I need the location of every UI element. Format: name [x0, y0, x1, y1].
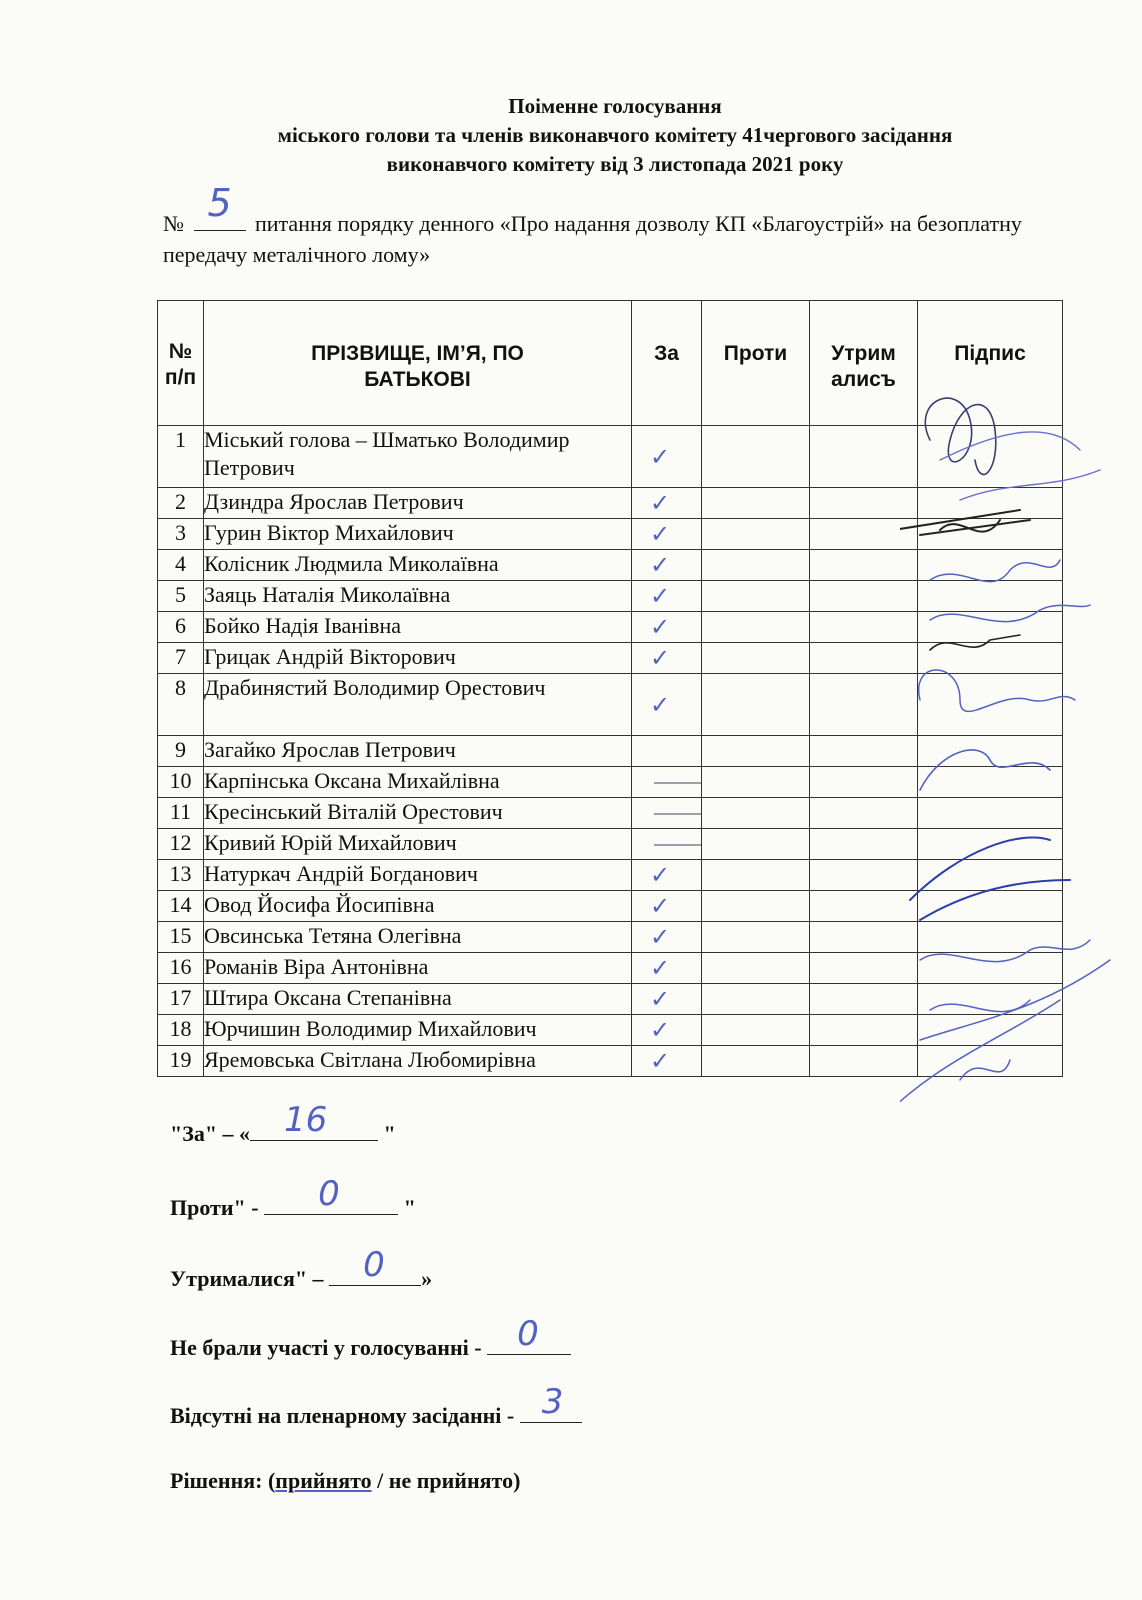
- row-signature: [918, 643, 1063, 674]
- row-vote-against: [702, 860, 810, 891]
- check-mark-icon: ✓: [650, 1016, 671, 1044]
- summary-abstained-blank: [329, 1245, 421, 1286]
- row-vote-for: [632, 1015, 702, 1046]
- row-name: Загайко Ярослав Петрович: [204, 736, 632, 767]
- agenda-number-sign: №: [163, 211, 184, 236]
- row-signature: [918, 767, 1063, 798]
- summary-against-blank: [264, 1174, 398, 1215]
- check-mark-icon: ✓: [650, 489, 671, 517]
- row-vote-for: [632, 798, 702, 829]
- row-signature: [918, 922, 1063, 953]
- row-vote-against: [702, 891, 810, 922]
- row-vote-abstained: [810, 1015, 918, 1046]
- row-name: Овод Йосифа Йосипівна: [204, 891, 632, 922]
- row-vote-abstained: [810, 953, 918, 984]
- row-number: 16: [158, 953, 204, 984]
- row-vote-abstained: [810, 519, 918, 550]
- summary-not-participated-value: 0: [517, 1314, 539, 1354]
- row-vote-for: [632, 581, 702, 612]
- table-row: [158, 829, 1063, 860]
- table-row: [158, 488, 1063, 519]
- row-vote-for: [632, 860, 702, 891]
- summary-for-blank: [250, 1100, 378, 1141]
- row-vote-against: [702, 550, 810, 581]
- header-for: За: [632, 301, 702, 426]
- row-vote-against: [702, 612, 810, 643]
- row-number: 9: [158, 736, 204, 767]
- row-name: Бойко Надія Іванівна: [204, 612, 632, 643]
- row-number: 11: [158, 798, 204, 829]
- row-name: Заяць Наталія Миколаївна: [204, 581, 632, 612]
- row-vote-against: [702, 1046, 810, 1077]
- title-line-2: міського голови та членів виконавчого комітету 41чергового засідання: [277, 123, 953, 147]
- check-mark-icon: ✓: [650, 892, 671, 920]
- row-name: Кривий Юрій Михайлович: [204, 829, 632, 860]
- row-number: 3: [158, 519, 204, 550]
- agenda-item: [163, 181, 1093, 270]
- row-signature: [918, 519, 1063, 550]
- row-vote-abstained: [810, 550, 918, 581]
- row-signature: [918, 829, 1063, 860]
- summary-abstained-value: 0: [363, 1245, 385, 1285]
- row-number: 6: [158, 612, 204, 643]
- summary-for-value: 16: [284, 1100, 328, 1140]
- table-row: [158, 891, 1063, 922]
- summary-for: [170, 1100, 396, 1147]
- row-name: Міський голова – Шматько Володимир Петрович: [204, 426, 632, 488]
- row-number: 15: [158, 922, 204, 953]
- summary-abstained-label: Утрималися" –: [170, 1266, 330, 1291]
- header-name: ПРІЗВИЩЕ, ІМ’Я, ПО БАТЬКОВІ: [204, 301, 632, 426]
- row-number: 2: [158, 488, 204, 519]
- decision-rest: / не прийнято): [371, 1468, 521, 1493]
- check-mark-icon: ✓: [650, 1047, 671, 1075]
- document-title: [120, 92, 1110, 179]
- row-vote-against: [702, 922, 810, 953]
- decision-label: Рішення: (: [170, 1468, 276, 1493]
- summary-against: [170, 1174, 416, 1221]
- row-vote-against: [702, 767, 810, 798]
- row-vote-for: [632, 612, 702, 643]
- table-header-row: [158, 301, 1063, 426]
- row-vote-for: [632, 519, 702, 550]
- row-name: Юрчишин Володимир Михайлович: [204, 1015, 632, 1046]
- check-mark-icon: ✓: [650, 582, 671, 610]
- row-signature: [918, 488, 1063, 519]
- row-name: Яремовська Світлана Любомирівна: [204, 1046, 632, 1077]
- row-vote-abstained: [810, 767, 918, 798]
- table-row: [158, 953, 1063, 984]
- summary-against-end: ": [398, 1195, 416, 1220]
- row-vote-against: [702, 1015, 810, 1046]
- row-vote-abstained: [810, 1046, 918, 1077]
- agenda-text: питання порядку денного «Про надання дозволу КП «Благоустрій» на безоплатну передачу металічного лому»: [163, 211, 1022, 267]
- row-number: 13: [158, 860, 204, 891]
- table-row: [158, 674, 1063, 736]
- row-vote-for: [632, 767, 702, 798]
- summary-absent-blank: [520, 1382, 582, 1423]
- row-name: Гурин Віктор Михайлович: [204, 519, 632, 550]
- row-vote-abstained: [810, 581, 918, 612]
- table-row: [158, 612, 1063, 643]
- summary-absent: [170, 1382, 582, 1429]
- row-vote-against: [702, 519, 810, 550]
- summary-for-end: ": [378, 1121, 396, 1146]
- row-vote-for: [632, 643, 702, 674]
- row-vote-for: [632, 984, 702, 1015]
- row-signature: [918, 860, 1063, 891]
- check-mark-icon: ✓: [650, 954, 671, 982]
- row-number: 14: [158, 891, 204, 922]
- check-mark-icon: ✓: [650, 690, 671, 719]
- row-number: 5: [158, 581, 204, 612]
- row-name: Грицак Андрій Вікторович: [204, 643, 632, 674]
- check-mark-icon: ✓: [650, 442, 671, 471]
- row-vote-for: [632, 488, 702, 519]
- header-against: Проти: [702, 301, 810, 426]
- summary-for-label: "За" – «: [170, 1121, 251, 1146]
- row-number: 19: [158, 1046, 204, 1077]
- row-signature: [918, 984, 1063, 1015]
- summary-against-label: Проти" -: [170, 1195, 265, 1220]
- row-signature: [918, 674, 1063, 736]
- dash-mark: [654, 782, 702, 784]
- table-row: [158, 519, 1063, 550]
- table-row: [158, 550, 1063, 581]
- row-signature: [918, 612, 1063, 643]
- row-vote-for: [632, 922, 702, 953]
- title-line-3: виконавчого комітету від 3 листопада 2021 року: [386, 152, 844, 176]
- row-number: 4: [158, 550, 204, 581]
- row-signature: [918, 953, 1063, 984]
- row-name: Романів Віра Антонівна: [204, 953, 632, 984]
- table-row: [158, 581, 1063, 612]
- summary-abstained: [170, 1245, 433, 1292]
- summary-not-participated-label: Не брали участі у голосуванні -: [170, 1335, 488, 1360]
- row-signature: [918, 798, 1063, 829]
- row-vote-abstained: [810, 736, 918, 767]
- row-name: Драбинястий Володимир Орестович: [204, 674, 632, 736]
- table-row: [158, 767, 1063, 798]
- row-number: 8: [158, 674, 204, 736]
- summary-absent-label: Відсутні на пленарному засіданні -: [170, 1403, 520, 1428]
- row-number: 17: [158, 984, 204, 1015]
- agenda-number-blank: [194, 181, 246, 231]
- row-name: Кресінський Віталій Орестович: [204, 798, 632, 829]
- summary-absent-value: 3: [541, 1382, 564, 1422]
- row-name: Овсинська Тетяна Олегівна: [204, 922, 632, 953]
- row-vote-abstained: [810, 426, 918, 488]
- table-row: [158, 798, 1063, 829]
- row-signature: [918, 891, 1063, 922]
- row-vote-against: [702, 581, 810, 612]
- table-row: [158, 860, 1063, 891]
- check-mark-icon: ✓: [650, 520, 671, 548]
- row-vote-for: [632, 674, 702, 736]
- table-row: [158, 1015, 1063, 1046]
- row-vote-against: [702, 736, 810, 767]
- row-vote-abstained: [810, 488, 918, 519]
- row-vote-for: [632, 736, 702, 767]
- check-mark-icon: ✓: [650, 985, 671, 1013]
- row-signature: [918, 550, 1063, 581]
- table-row: [158, 984, 1063, 1015]
- header-number: № п/п: [158, 301, 204, 426]
- vote-table: [157, 300, 1063, 1077]
- row-number: 7: [158, 643, 204, 674]
- row-vote-abstained: [810, 612, 918, 643]
- row-vote-abstained: [810, 674, 918, 736]
- row-name: Дзиндра Ярослав Петрович: [204, 488, 632, 519]
- row-vote-abstained: [810, 984, 918, 1015]
- row-vote-abstained: [810, 891, 918, 922]
- check-mark-icon: ✓: [650, 923, 671, 951]
- row-vote-abstained: [810, 922, 918, 953]
- row-vote-for: [632, 1046, 702, 1077]
- table-row: [158, 1046, 1063, 1077]
- row-vote-for: [632, 426, 702, 488]
- row-vote-against: [702, 829, 810, 860]
- row-name: Колісник Людмила Миколаївна: [204, 550, 632, 581]
- row-vote-against: [702, 798, 810, 829]
- row-vote-abstained: [810, 829, 918, 860]
- row-vote-against: [702, 984, 810, 1015]
- row-vote-for: [632, 829, 702, 860]
- check-mark-icon: ✓: [650, 861, 671, 889]
- row-vote-for: [632, 891, 702, 922]
- table-row: [158, 643, 1063, 674]
- table-row: [158, 426, 1063, 488]
- dash-mark: [654, 813, 702, 815]
- header-abstained: Утрим алисъ: [810, 301, 918, 426]
- row-name: Натуркач Андрій Богданович: [204, 860, 632, 891]
- row-signature: [918, 426, 1063, 488]
- table-row: [158, 736, 1063, 767]
- row-signature: [918, 736, 1063, 767]
- decision-accepted: прийнято: [275, 1468, 372, 1493]
- row-number: 10: [158, 767, 204, 798]
- title-line-1: Поіменне голосування: [508, 94, 722, 118]
- summary-against-value: 0: [318, 1174, 340, 1214]
- check-mark-icon: ✓: [650, 613, 671, 641]
- row-vote-against: [702, 953, 810, 984]
- row-vote-against: [702, 488, 810, 519]
- vote-rows: [158, 426, 1063, 1077]
- row-vote-abstained: [810, 798, 918, 829]
- summary-decision: [170, 1468, 520, 1494]
- row-name: Штира Оксана Степанівна: [204, 984, 632, 1015]
- row-signature: [918, 581, 1063, 612]
- summary-not-participated-blank: [487, 1314, 571, 1355]
- row-number: 18: [158, 1015, 204, 1046]
- row-vote-against: [702, 426, 810, 488]
- header-signature: Підпис: [918, 301, 1063, 426]
- check-mark-icon: ✓: [650, 644, 671, 672]
- row-signature: [918, 1015, 1063, 1046]
- row-vote-against: [702, 643, 810, 674]
- row-name: Карпінська Оксана Михайлівна: [204, 767, 632, 798]
- table-row: [158, 922, 1063, 953]
- row-vote-against: [702, 674, 810, 736]
- summary-abstained-end: »: [421, 1266, 433, 1291]
- row-number: 1: [158, 426, 204, 488]
- row-signature: [918, 1046, 1063, 1077]
- row-vote-abstained: [810, 643, 918, 674]
- dash-mark: [654, 844, 702, 846]
- row-vote-for: [632, 550, 702, 581]
- row-number: 12: [158, 829, 204, 860]
- summary-not-participated: [170, 1314, 571, 1361]
- row-vote-for: [632, 953, 702, 984]
- check-mark-icon: ✓: [650, 551, 671, 579]
- row-vote-abstained: [810, 860, 918, 891]
- agenda-number-handwritten: 5: [207, 181, 232, 225]
